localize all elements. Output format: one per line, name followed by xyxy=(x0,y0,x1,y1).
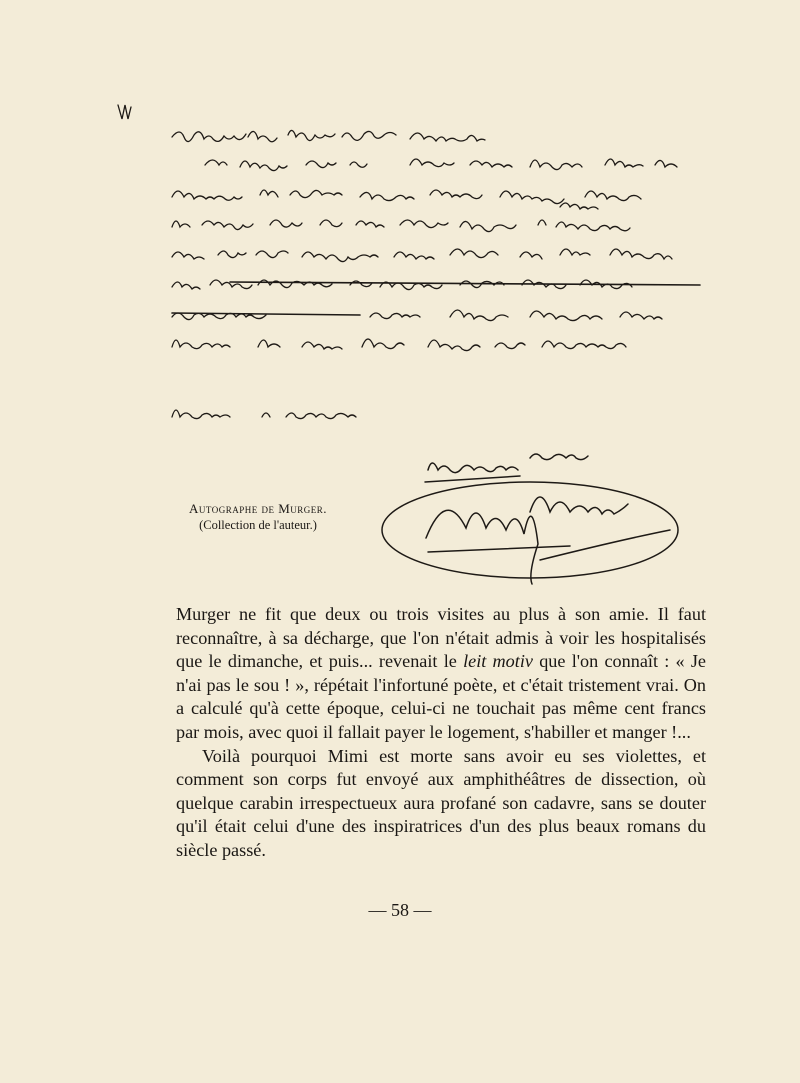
signature-image xyxy=(370,440,690,590)
caption-title: Autographe de Murger. xyxy=(188,501,328,516)
page-number: — 58 — xyxy=(368,900,432,920)
figure-caption xyxy=(168,500,348,534)
caption-subtitle: (Collection de l'auteur.) xyxy=(199,518,317,532)
paragraph-2: Voilà pourquoi Mimi est morte sans avoir eu ses violettes, et comment son corps fut envoyé aux amphithéâtres de dissection, où quelque carabin irrespectueux aura profané son cadavre, sans se douter qu'il était celui d'une des inspiratrices d'un des plus beaux romans du siècle passé. xyxy=(176,745,706,860)
italic-phrase: leit motiv xyxy=(463,651,533,672)
manuscript-autograph-image xyxy=(110,95,710,435)
paragraph-1: Murger ne fit que deux ou trois visites au plus à son amie. Il faut reconnaître, à sa décharge, que l'on n'était admis à voir les hospitalisés que le dimanche, et puis... revenait le leit motiv que l'on connaît : « Je n'ai pas le sou ! », répétait l'infortuné poète, et c'était tristement vrai. On a calculé qu'à cette époque, celui-ci ne touchait pas même cent francs par mois, avec quoi il fallait payer le logement, s'habiller et manger !... xyxy=(176,604,707,742)
body-text xyxy=(176,603,706,863)
